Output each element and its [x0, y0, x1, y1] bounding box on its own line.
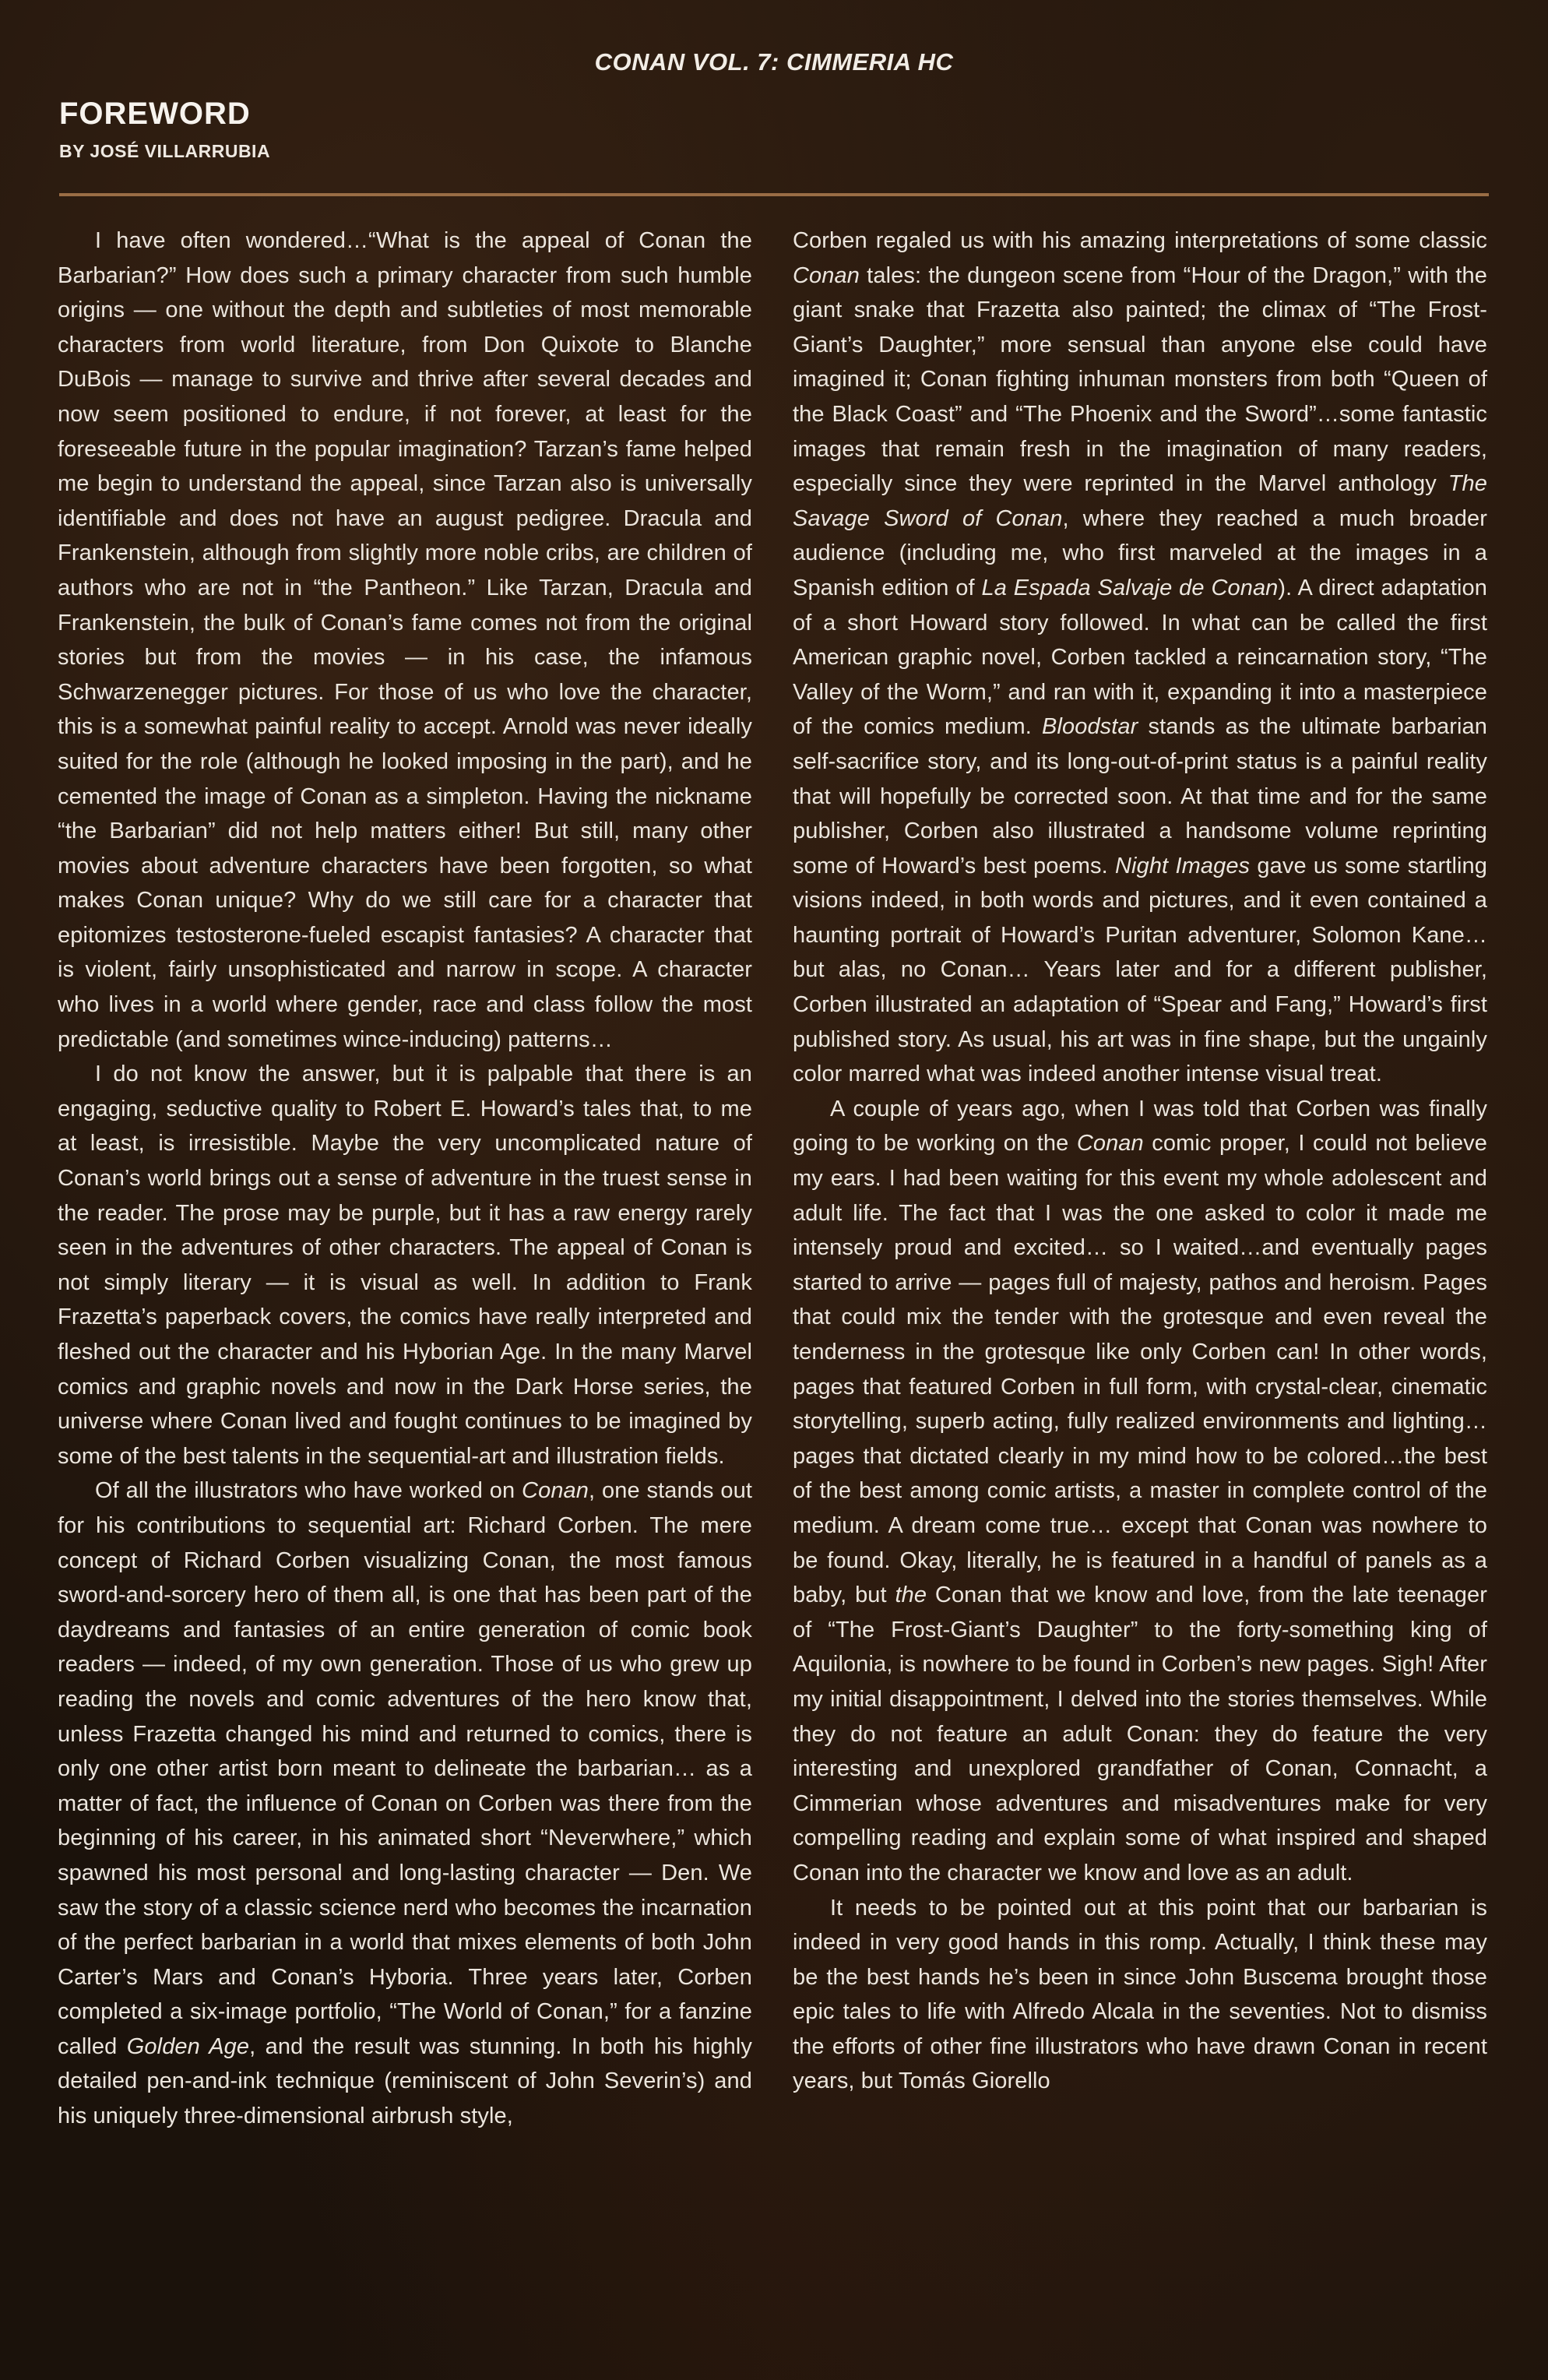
page-title: FOREWORD — [59, 97, 251, 131]
text-column-left — [58, 224, 752, 2357]
italic-title: La Espada Salvaje de Conan — [981, 575, 1279, 600]
paragraph-2: I do not know the answer, but it is palpable that there is an engaging, seductive quality to Robert E. Howard’s tales that, to me at least, is irresistible. Maybe the very uncomplicated nature of Conan’s world brings out a sense of adventure in the truest sense in the reader. The prose may be purple, but it has a raw energy rarely seen in the adventures of other characters. The appeal of Conan is not simply literary — it is visual as well. In addition to Frank Frazetta’s paperback covers, the comics have really interpreted and fleshed out the character and his Hyborian Age. In the many Marvel comics and graphic novels and now in the Dark Horse series, the universe where Conan lived and fought continues to be imagined by some of the best talents in the sequential-art and illustration fields. — [58, 1061, 752, 1469]
paragraph-4 — [793, 224, 1487, 1092]
italic-title: Bloodstar — [1042, 714, 1138, 740]
paragraph-5 — [793, 1092, 1487, 1891]
byline: BY JOSÉ VILLARRUBIA — [59, 141, 271, 161]
italic-title: Conan — [793, 262, 860, 288]
text-run: comic proper, I could not believe my ears. I had been waiting for this event my whole adolescent and adult life. The fact that I was the one asked to color it made me intensely proud and excited… so I waited…and eventually pages started to arrive — pages full of majesty, pathos and heroism. Pages that could mix the tender with the grotesque and even reveal the tenderness in the grotesque like only Corben can! In other words, pages that featured Corben in full form, with crystal-clear, cinematic storytelling, superb acting, fully realized environments and lighting…pages that dictated clearly in my mind how to be colored…the best of the best among comic artists, a master in complete control of the medium. A dream come true… except that Conan was nowhere to be found. Okay, literally, he is featured in a handful of panels as a baby, but — [793, 1131, 1487, 1608]
italic-title: The Savage Sword of Conan — [793, 471, 1487, 531]
text-run: , where they reached a much broader audience (including me, who first marveled at the images in a Spanish edition of — [793, 505, 1487, 600]
text-run: Conan that we know and love, from the late teenager of “The Frost-Giant’s Daughter” to the forty-something king of Aquilonia, is nowhere to be found in Corben’s new pages. Sigh! After my initial disappointment, I delved into the stories themselves. While they do not feature an adult Conan: they do feature the very interesting and unexplored grandfather of Conan, Connacht, a Cimmerian whose adventures and misadventures make for very compelling reading and explain some of what inspired and shaped Conan into the character we know and love as an adult. — [793, 1583, 1487, 1885]
italic-title: Golden Age — [126, 2033, 250, 2059]
text-run: A couple of years ago, when I was told that Corben was finally going to be working on the — [793, 1096, 1487, 1157]
text-run: tales: the dungeon scene from “Hour of the Dragon,” with the giant snake that Frazetta also painted; the climax of “The Frost-Giant’s Daughter,” more sensual than anyone else could have imagined it; Conan fighting inhuman monsters from both “Queen of the Black Coast” and “The Phoenix and the Sword”…some fantastic images that remain fresh in the imagination of many readers, especially since they were reprinted in the Marvel anthology — [793, 262, 1487, 497]
text-run: , one stands out for his contributions to sequential art: Richard Corben. The mere concept of Richard Corben visualizing Conan, the most famous sword-and-sorcery hero of them all, is one that has been part of the daydreams and fantasies of an entire generation of comic book readers — indeed, of my own generation. Those of us who grew up reading the novels and comic adventures of the hero know that, unless Frazetta changed his mind and returned to comics, there is only one other artist born meant to delineate the barbarian… as a matter of fact, the influence of Conan on Corben was there from the beginning of his career, in his animated short “Neverwhere,” which spawned his most personal and long-lasting character — Den. We saw the story of a classic science nerd who becomes the incarnation of the perfect barbarian in a world that mixes elements of both John Carter’s Mars and Conan’s Hyboria. Three years later, Corben completed a six-image portfolio, “The World of Conan,” for a fanzine called — [58, 1478, 752, 2059]
text-column-right — [793, 224, 1487, 2357]
paragraph-3 — [58, 1473, 752, 2133]
italic-word: the — [895, 1583, 927, 1608]
italic-title: Night Images — [1115, 853, 1251, 878]
paragraph-6: It needs to be pointed out at this point that our barbarian is indeed in very good hands in this romp. Actually, I think these may be the best hands he’s been in since John Buscema brought those epic tales to life with Alfredo Alcala in the seventies. Not to dismiss the efforts of other fine illustrators who have drawn Conan in recent years, but Tomás Giorello — [793, 1895, 1487, 2094]
running-head: CONAN VOL. 7: CIMMERIA HC — [594, 48, 954, 76]
text-run: stands as the ultimate barbarian self-sacrifice story, and its long-out-of-print status is a painful reality that will hopefully be corrected soon. At that time and for the same publisher, Corben also illustrated a handsome volume reprinting some of Howard’s best poems. — [793, 714, 1487, 878]
paragraph-1: I have often wondered…“What is the appeal of Conan the Barbarian?” How does such a primary character from such humble origins — one without the depth and subtleties of most memorable characters from world literature, from Don Quixote to Blanche DuBois — manage to survive and thrive after several decades and now seem positioned to endure, if not forever, at least for the foreseeable future in the popular imagination? Tarzan’s fame helped me begin to understand the appeal, since Tarzan also is universally identifiable and does not have an august pedigree. Dracula and Frankenstein, although from slightly more noble cribs, are children of authors who are not in “the Pantheon.” Like Tarzan, Dracula and Frankenstein, the bulk of Conan’s fame comes not from the original stories but from the movies — in his case, the infamous Schwarzenegger pictures. For those of us who love the character, this is a somewhat painful reality to accept. Arnold was never ideally suited for the role (although he looked imposing in the part), and he cemented the image of Conan as a simpleton. Having the nickname “the Barbarian” did not help matters either! But still, many other movies about adventure characters have been forgotten, so what makes Conan unique? Why do we still care for a character that epitomizes testosterone-fueled escapist fantasies? A character that is violent, fairly unsophisticated and narrow in scope. A character who lives in a world where gender, race and class follow the most predictable (and sometimes wince-inducing) patterns… — [58, 228, 752, 1052]
header-divider — [59, 193, 1489, 196]
italic-title: Conan — [522, 1478, 589, 1504]
text-run: gave us some startling visions indeed, in both words and pictures, and it even contained a haunting portrait of Howard’s Puritan adventurer, Solomon Kane…but alas, no Conan… Years later and for a different publisher, Corben illustrated an adaptation of “Spear and Fang,” Howard’s first published story. As usual, his art was in fine shape, but the ungainly color marred what was indeed another intense visual treat. — [793, 853, 1487, 1087]
italic-title: Conan — [1076, 1131, 1144, 1157]
text-run: Of all the illustrators who have worked on — [95, 1478, 522, 1504]
text-run: ). A direct adaptation of a short Howard story followed. In what can be called the first American graphic novel, Corben tackled a reincarnation story, “The Valley of the Worm,” and ran with it, expanding it into a masterpiece of the comics medium. — [793, 575, 1487, 740]
text-run: , and the result was stunning. In both his highly detailed pen-and-ink technique (reminiscent of John Severin’s) and his uniquely three-dimensional airbrush style, — [58, 2033, 752, 2129]
text-run: Corben regaled us with his amazing interpretations of some classic — [793, 228, 1487, 253]
